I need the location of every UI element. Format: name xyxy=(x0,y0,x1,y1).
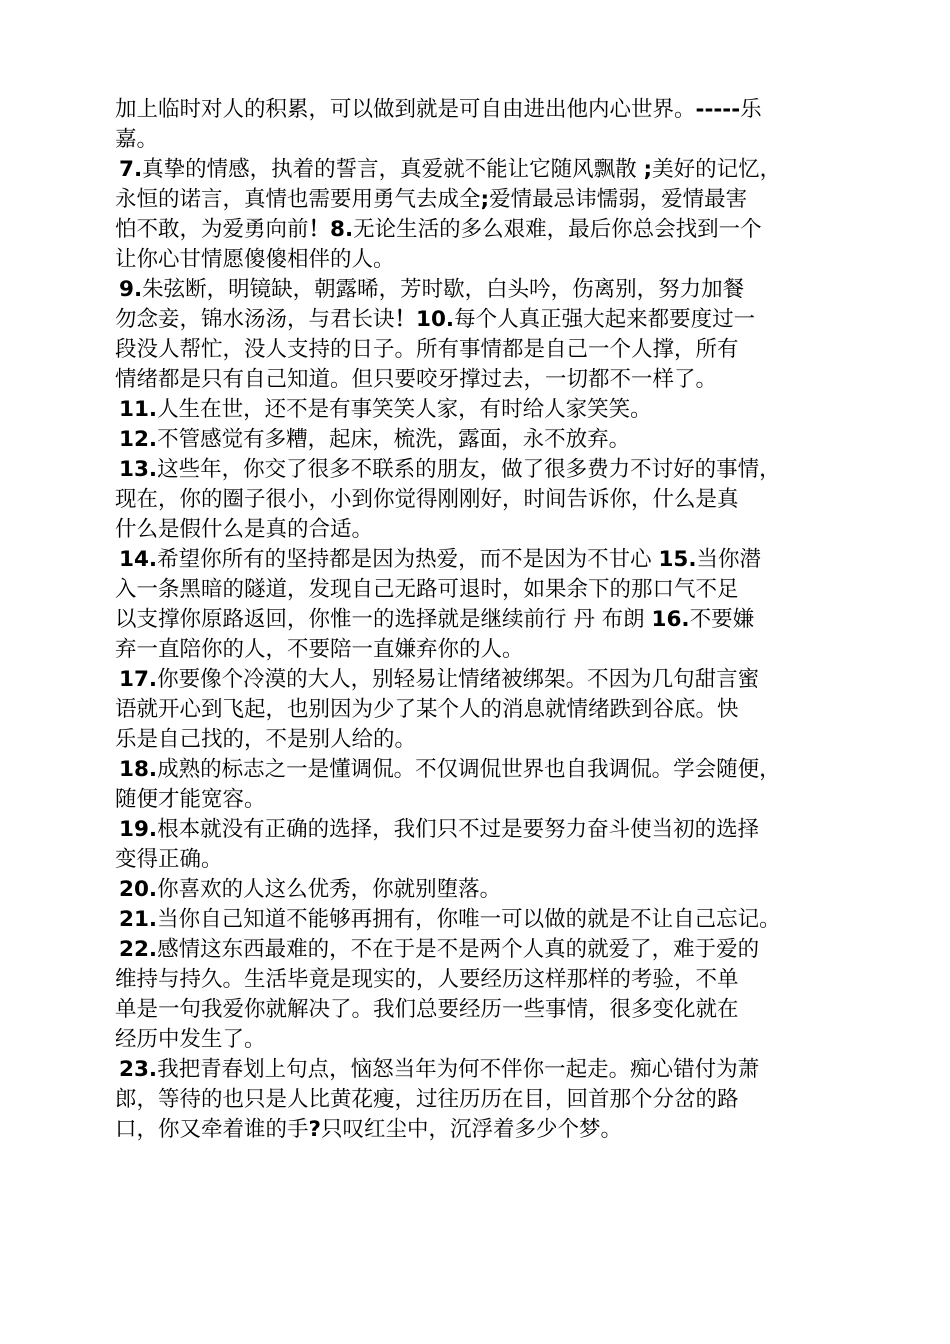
bold-text-segment: 11. xyxy=(119,397,158,422)
text-segment: 当你自己知道不能够再拥有，你唯一可以做的就是不让自己忘记。 xyxy=(157,907,781,932)
text-line xyxy=(115,785,855,815)
bold-text-segment: 20. xyxy=(119,877,158,902)
text-line xyxy=(115,695,855,725)
bold-text-segment: 12. xyxy=(119,427,158,452)
text-line xyxy=(115,305,855,335)
text-segment: 不要嫌 xyxy=(689,607,755,632)
bold-text-segment: 7. xyxy=(119,157,143,182)
text-segment: 弃一直陪你的人，不要陪一直嫌弃你的人。 xyxy=(115,637,524,662)
text-segment: 什么是假什么是真的合适。 xyxy=(115,517,374,542)
text-line xyxy=(115,1115,855,1145)
text-segment: 嘉。 xyxy=(115,127,159,152)
text-line xyxy=(115,245,855,275)
text-segment: 成熟的标志之一是懂调侃。不仅调侃世界也自我调侃。学会随便， xyxy=(157,757,781,782)
bold-text-segment: 22. xyxy=(119,937,158,962)
text-segment: 段没人帮忙，没人支持的日子。所有事情都是自己一个人撑，所有 xyxy=(115,337,739,362)
bold-text-segment: ; xyxy=(643,157,653,182)
text-line xyxy=(115,515,855,545)
text-line xyxy=(115,485,855,515)
text-segment: 希望你所有的坚持都是因为热爱，而不是因为不甘心 xyxy=(157,547,659,572)
document-body xyxy=(115,95,855,1145)
text-line xyxy=(115,1025,855,1055)
text-line xyxy=(115,935,855,965)
text-line xyxy=(115,875,855,905)
text-line xyxy=(115,335,855,365)
text-segment: 不管感觉有多糟，起床，梳洗，露面，永不放弃。 xyxy=(157,427,631,452)
bold-text-segment: 23. xyxy=(119,1057,158,1082)
text-segment: 维持与持久。生活毕竟是现实的，人要经历这样那样的考验，不单 xyxy=(115,967,739,992)
bold-text-segment: 18. xyxy=(119,757,158,782)
text-segment: 只叹红尘中，沉浮着多少个梦。 xyxy=(321,1117,623,1142)
text-line xyxy=(115,815,855,845)
text-segment: 勿念妾，锦水汤汤，与君长诀 xyxy=(115,307,395,332)
text-segment: 感情这东西最难的，不在于是不是两个人真的就爱了，难于爱的 xyxy=(157,937,760,962)
text-segment: 每个人真正强大起来都要度过一 xyxy=(454,307,756,332)
text-segment: 乐 xyxy=(740,97,762,122)
text-line xyxy=(115,275,855,305)
bold-text-segment: 17. xyxy=(119,667,158,692)
bold-text-segment: 14. xyxy=(119,547,158,572)
text-segment: 怕不敢，为爱勇向前 xyxy=(115,217,309,242)
text-segment: 你要像个冷漠的大人，别轻易让情绪被绑架。不因为几句甜言蜜 xyxy=(157,667,760,692)
text-segment: 美好的记忆， xyxy=(652,157,782,182)
bold-text-segment: ----- xyxy=(695,97,741,122)
text-line xyxy=(115,905,855,935)
bold-text-segment: 16. xyxy=(651,607,690,632)
text-segment: 这些年，你交了很多不联系的朋友，做了很多费力不讨好的事情， xyxy=(157,457,781,482)
text-segment: 乐是自己找的，不是别人给的。 xyxy=(115,727,417,752)
text-segment: 随便才能宽容。 xyxy=(115,787,266,812)
text-line xyxy=(115,605,855,635)
bold-text-segment: 21. xyxy=(119,907,158,932)
bold-text-segment: 13. xyxy=(119,457,158,482)
text-line xyxy=(115,455,855,485)
text-line xyxy=(115,845,855,875)
text-line xyxy=(115,1055,855,1085)
text-line xyxy=(115,395,855,425)
text-line xyxy=(115,995,855,1025)
text-segment: 以支撑你原路返回，你惟一的选择就是继续前行 丹 布朗 xyxy=(115,607,652,632)
bold-text-segment: 19. xyxy=(119,817,158,842)
text-line xyxy=(115,965,855,995)
text-segment: 人生在世，还不是有事笑笑人家，有时给人家笑笑。 xyxy=(157,397,652,422)
text-segment: 爱情最忌讳懦弱，爱情最害 xyxy=(489,187,748,212)
bold-text-segment: ！8. xyxy=(308,217,354,242)
text-segment: 单是一句我爱你就解决了。我们总要经历一些事情，很多变化就在 xyxy=(115,997,739,1022)
text-line xyxy=(115,155,855,185)
text-segment: 情绪都是只有自己知道。但只要咬牙撑过去，一切都不一样了。 xyxy=(115,367,718,392)
text-segment: 郎，等待的也只是人比黄花瘦，过往历历在目，回首那个分岔的路 xyxy=(115,1087,739,1112)
text-segment: 让你心甘情愿傻傻相伴的人。 xyxy=(115,247,395,272)
text-line xyxy=(115,575,855,605)
text-line xyxy=(115,545,855,575)
text-line xyxy=(115,1085,855,1115)
text-line xyxy=(115,185,855,215)
bold-text-segment: ！10. xyxy=(394,307,455,332)
text-segment: 无论生活的多么艰难，最后你总会找到一个 xyxy=(353,217,762,242)
text-segment: 我把青春划上句点，恼怒当年为何不伴你一起走。痴心错付为萧 xyxy=(157,1057,760,1082)
text-segment: 语就开心到飞起，也别因为少了某个人的消息就情绪跌到谷底。快 xyxy=(115,697,739,722)
text-segment: 当你潜 xyxy=(696,547,762,572)
text-line xyxy=(115,95,855,125)
text-segment: 根本就没有正确的选择，我们只不过是要努力奋斗使当初的选择 xyxy=(157,817,760,842)
bold-text-segment: 9. xyxy=(119,277,143,302)
bold-text-segment: ; xyxy=(480,187,490,212)
text-line xyxy=(115,725,855,755)
text-line xyxy=(115,635,855,665)
text-segment: 你喜欢的人这么优秀，你就别堕落。 xyxy=(157,877,502,902)
bold-text-segment: 15. xyxy=(658,547,697,572)
text-segment: 经历中发生了。 xyxy=(115,1027,266,1052)
text-segment: 永恒的诺言，真情也需要用勇气去成全 xyxy=(115,187,481,212)
text-segment: 入一条黑暗的隧道，发现自己无路可退时，如果余下的那口气不足 xyxy=(115,577,739,602)
text-line xyxy=(115,365,855,395)
text-segment: 朱弦断，明镜缺，朝露晞，芳时歇，白头吟，伤离别，努力加餐 xyxy=(142,277,745,302)
text-segment: 口，你又牵着谁的手 xyxy=(115,1117,309,1142)
text-segment: 加上临时对人的积累，可以做到就是可自由进出他内心世界。 xyxy=(115,97,696,122)
text-line xyxy=(115,665,855,695)
text-line xyxy=(115,755,855,785)
text-line xyxy=(115,425,855,455)
bold-text-segment: ? xyxy=(308,1117,321,1142)
text-line xyxy=(115,215,855,245)
text-segment: 真挚的情感，执着的誓言，真爱就不能让它随风飘散 xyxy=(142,157,644,182)
text-segment: 现在，你的圈子很小，小到你觉得刚刚好，时间告诉你，什么是真 xyxy=(115,487,739,512)
text-line xyxy=(115,125,855,155)
text-segment: 变得正确。 xyxy=(115,847,223,872)
